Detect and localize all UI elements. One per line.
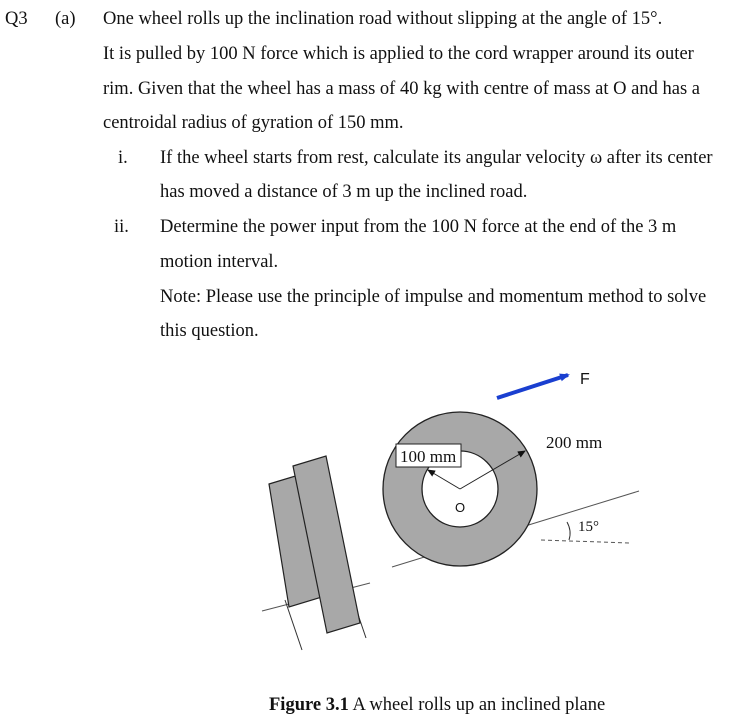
- question-line-3: rim. Given that the wheel has a mass of 40 kg with centre of mass at O and has a: [103, 79, 700, 99]
- note-line-1: Note: Please use the principle of impulse and momentum method to solve: [160, 287, 707, 307]
- item-i-line-2: has moved a distance of 3 m up the inclined road.: [160, 182, 528, 202]
- center-label: O: [455, 500, 466, 515]
- note-line-2: this question.: [160, 321, 259, 341]
- force-arrow: [497, 375, 568, 398]
- item-ii-line-1: Determine the power input from the 100 N force at the end of the 3 m: [160, 217, 677, 237]
- side-view-axle-line-1: [285, 600, 302, 650]
- item-i-line-1: If the wheel starts from rest, calculate its angular velocity ω after its center: [160, 148, 713, 168]
- question-part: (a): [55, 9, 76, 29]
- horizontal-reference-line: [541, 540, 630, 543]
- force-label: F: [580, 371, 590, 388]
- item-i-numeral: i.: [118, 148, 128, 168]
- figure-caption-number: Figure 3.1: [269, 695, 349, 715]
- outer-radius-label: 200 mm: [546, 433, 603, 452]
- figure-caption: [269, 694, 605, 716]
- question-line-4: centroidal radius of gyration of 150 mm.: [103, 113, 404, 133]
- question-line-1: One wheel rolls up the inclination road without slipping at the angle of 15°.: [103, 9, 663, 29]
- inner-radius-label: 100 mm: [400, 447, 457, 466]
- question-line-2: It is pulled by 100 N force which is applied to the cord wrapper around its outer: [103, 44, 694, 64]
- wheel-side-view: [262, 456, 370, 650]
- item-ii-numeral: ii.: [114, 217, 129, 237]
- item-ii-line-2: motion interval.: [160, 252, 279, 272]
- wheel: [383, 412, 537, 566]
- angle-label: 15°: [578, 519, 599, 535]
- question-number: Q3: [5, 9, 28, 29]
- figure-caption-text: A wheel rolls up an inclined plane: [352, 695, 606, 715]
- angle-arc: [567, 522, 570, 540]
